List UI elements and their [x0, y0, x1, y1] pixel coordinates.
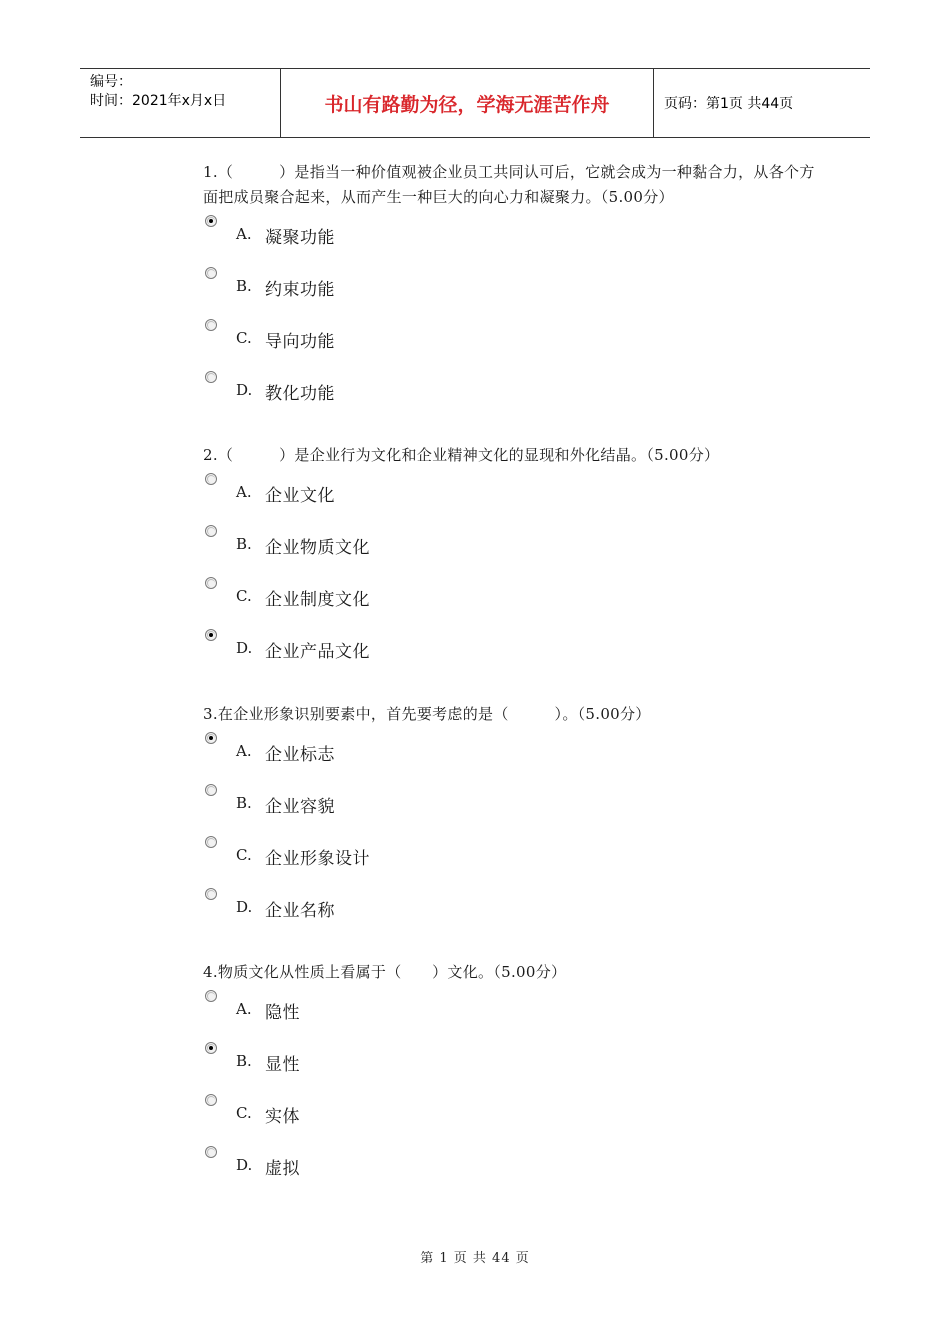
- option-c[interactable]: [203, 319, 823, 371]
- option-letter: A.: [236, 225, 252, 243]
- header-meta: [80, 69, 281, 137]
- option-c[interactable]: [203, 1094, 823, 1146]
- radio-button-icon[interactable]: [205, 371, 217, 383]
- radio-button-icon[interactable]: [205, 732, 217, 744]
- radio-button-icon[interactable]: [205, 836, 217, 848]
- option-text: 企业文化: [265, 486, 335, 506]
- page-header: [80, 68, 870, 138]
- option-text: 虚拟: [265, 1159, 300, 1179]
- header-motto: 书山有路勤为径，学海无涯苦作舟: [281, 69, 654, 137]
- option-a[interactable]: [203, 732, 823, 784]
- option-text: 企业产品文化: [265, 642, 370, 662]
- option-c[interactable]: [203, 836, 823, 888]
- radio-button-icon[interactable]: [205, 215, 217, 227]
- option-letter: C.: [236, 329, 252, 347]
- option-letter: D.: [236, 1156, 253, 1174]
- option-letter: C.: [236, 1104, 252, 1122]
- option-d[interactable]: [203, 888, 823, 940]
- option-d[interactable]: [203, 1146, 823, 1198]
- radio-button-icon[interactable]: [205, 629, 217, 641]
- radio-button-icon[interactable]: [205, 525, 217, 537]
- header-page-info: 页码：第1页 共44页: [664, 96, 794, 112]
- option-d[interactable]: [203, 629, 823, 681]
- question-2: [203, 443, 823, 681]
- option-c[interactable]: [203, 577, 823, 629]
- option-a[interactable]: [203, 473, 823, 525]
- option-a[interactable]: [203, 215, 823, 267]
- option-text: 教化功能: [265, 384, 335, 404]
- option-letter: C.: [236, 587, 252, 605]
- radio-button-icon[interactable]: [205, 1042, 217, 1054]
- radio-button-icon[interactable]: [205, 888, 217, 900]
- radio-button-icon[interactable]: [205, 784, 217, 796]
- option-b[interactable]: [203, 784, 823, 836]
- option-text: 实体: [265, 1107, 300, 1127]
- question-stem: 3.在企业形象识别要素中，首先要考虑的是（ ）。（5.00分）: [203, 705, 651, 723]
- question-stem: 2.（ ）是企业行为文化和企业精神文化的显现和外化结晶。（5.00分）: [203, 446, 720, 464]
- option-text: 凝聚功能: [265, 228, 335, 248]
- question-1: [203, 160, 823, 423]
- option-letter: A.: [236, 742, 252, 760]
- option-letter: A.: [236, 1000, 252, 1018]
- option-text: 企业标志: [265, 745, 335, 765]
- option-letter: D.: [236, 381, 253, 399]
- radio-button-icon[interactable]: [205, 473, 217, 485]
- radio-button-icon[interactable]: [205, 577, 217, 589]
- radio-button-icon[interactable]: [205, 319, 217, 331]
- option-letter: B.: [236, 1052, 252, 1070]
- page-footer: 第 1 页 共 44 页: [420, 1251, 530, 1266]
- option-letter: B.: [236, 277, 252, 295]
- option-text: 企业容貌: [265, 797, 335, 817]
- time-label: 时间：2021年x月x日: [90, 93, 227, 109]
- radio-button-icon[interactable]: [205, 1094, 217, 1106]
- radio-button-icon[interactable]: [205, 990, 217, 1002]
- option-b[interactable]: [203, 525, 823, 577]
- option-letter: B.: [236, 535, 252, 553]
- serial-label: 编号：: [90, 74, 132, 90]
- question-stem: 1.（ ）是指当一种价值观被企业员工共同认可后，它就会成为一种黏合力，从各个方面把成员聚合起来，从而产生一种巨大的向心力和凝聚力。（5.00分）: [203, 163, 815, 206]
- radio-button-icon[interactable]: [205, 267, 217, 279]
- option-text: 显性: [265, 1055, 300, 1075]
- option-b[interactable]: [203, 267, 823, 319]
- question-stem: 4.物质文化从性质上看属于（ ）文化。（5.00分）: [203, 963, 567, 981]
- option-b[interactable]: [203, 1042, 823, 1094]
- option-text: 约束功能: [265, 280, 335, 300]
- option-text: 隐性: [265, 1003, 300, 1023]
- option-letter: A.: [236, 483, 252, 501]
- option-text: 企业物质文化: [265, 538, 370, 558]
- question-4: [203, 960, 823, 1198]
- option-d[interactable]: [203, 371, 823, 423]
- option-a[interactable]: [203, 990, 823, 1042]
- option-text: 企业制度文化: [265, 590, 370, 610]
- option-letter: D.: [236, 898, 253, 916]
- option-text: 导向功能: [265, 332, 335, 352]
- option-letter: C.: [236, 846, 252, 864]
- option-letter: D.: [236, 639, 253, 657]
- option-letter: B.: [236, 794, 252, 812]
- radio-button-icon[interactable]: [205, 1146, 217, 1158]
- option-text: 企业形象设计: [265, 849, 370, 869]
- option-text: 企业名称: [265, 901, 335, 921]
- question-3: [203, 702, 823, 940]
